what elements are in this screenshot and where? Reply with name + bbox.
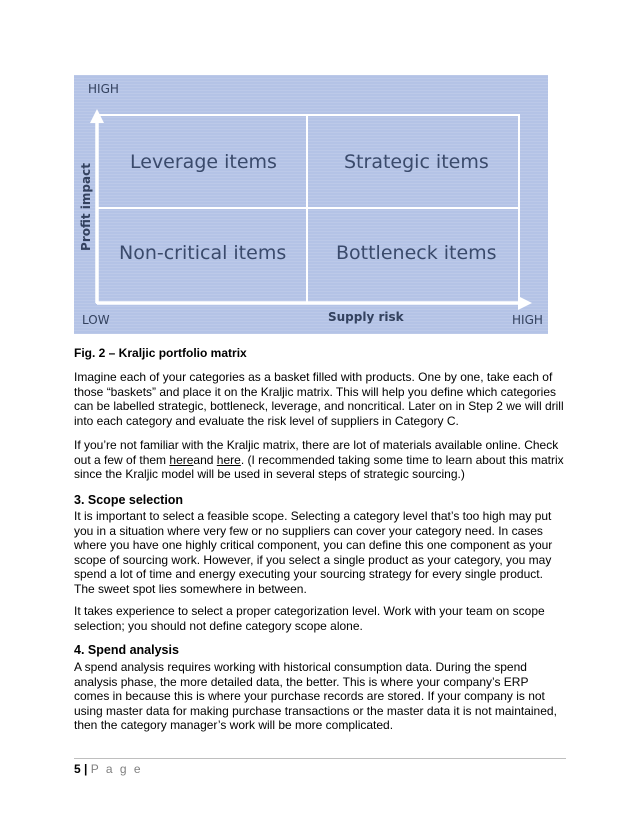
quadrant-non-critical: Non-critical items [119, 242, 287, 264]
quadrant-leverage: Leverage items [130, 151, 277, 173]
y-high-label: HIGH [88, 82, 119, 96]
quadrant-strategic: Strategic items [344, 151, 489, 173]
resources-text-before: If you’re not familiar with the Kraljic matrix, there are lot of materials available online. Check out a few of them [74, 438, 559, 467]
footer-separator: | [84, 762, 88, 776]
heading-scope-selection: 3. Scope selection [74, 493, 184, 507]
resources-text-after: . (I recommended taking some time to learn about this matrix since the Kraljic model will be used in several steps of strategic sourcing.) [74, 452, 564, 482]
page-number: 5 [74, 762, 81, 776]
x-axis-label: Supply risk [328, 310, 404, 324]
x-axis-arrow [518, 296, 532, 310]
x-low-label: LOW [82, 313, 110, 327]
paragraph-scope-selection: It is important to select a feasible scope. Selecting a category level that’s too high may put you in a situation where very few or no suppliers can cover your category need. In cases where you have one highly critical component, you can define this one component as your scope of sourcing work. However, if you select a single product as your category, you may spend a lot of time and energy executing your sourcing strategy for every single product. The sweet spot lies somewhere in between. [74, 509, 553, 596]
resources-text-mid: and [193, 452, 217, 467]
page-label: P a g e [90, 762, 143, 776]
paragraph-categorization-level: It takes experience to select a proper categorization level. Work with your team on scope selection; you should not define category scope alone. [74, 604, 545, 633]
x-high-label: HIGH [512, 313, 543, 327]
link-here-1[interactable]: here [169, 452, 194, 467]
figure-caption: Fig. 2 – Kraljic portfolio matrix [74, 346, 247, 360]
paragraph-spend-analysis: A spend analysis requires working with historical consumption data. During the spend analysis phase, the more detailed data, the better. This is where your company’s ERP comes in because this is where your purchase records are stored. If your company is not using master data for making purchase transactions or the master data it is not maintained, then the category manager’s work will be more complicated. [74, 660, 557, 733]
paragraph-kraljic-resources [74, 438, 566, 482]
page-footer [74, 762, 143, 776]
matrix-grid [74, 75, 548, 334]
kraljic-matrix-figure [74, 75, 548, 334]
paragraph-kraljic-intro: Imagine each of your categories as a basket filled with products. One by one, take each of those “baskets” and place it on the Kraljic matrix. This will help you define which categories can be labelled strategic, bottleneck, leverage, and noncritical. Later on in Step 2 we will drill into each category and evaluate the risk level of suppliers in Category C. [74, 370, 564, 428]
footer-divider [74, 758, 566, 759]
y-axis-label: Profit impact [79, 163, 93, 251]
link-here-2[interactable]: here [216, 452, 241, 467]
heading-spend-analysis: 4. Spend analysis [74, 643, 179, 657]
quadrant-bottleneck: Bottleneck items [336, 242, 497, 264]
